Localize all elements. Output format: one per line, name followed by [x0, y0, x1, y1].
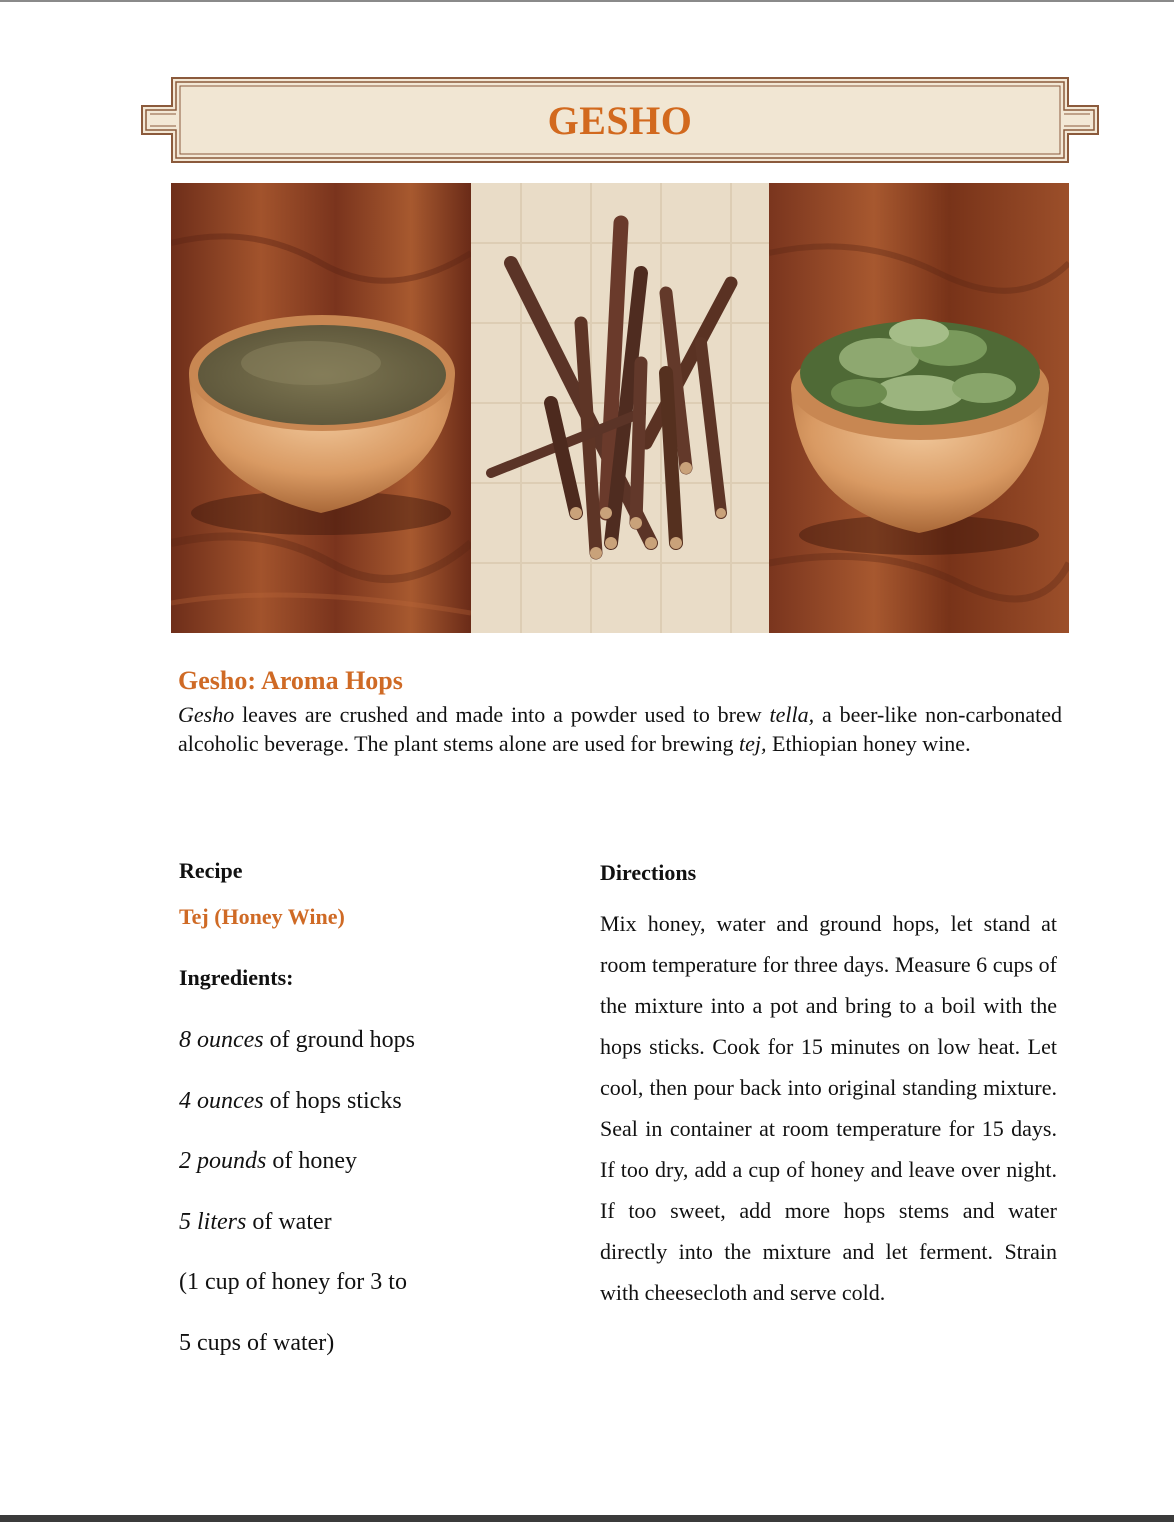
- intro-term-tej: tej,: [739, 731, 767, 756]
- recipe-heading: Recipe: [179, 858, 243, 883]
- dried-hops-leaves-bowl-photo: [769, 183, 1069, 633]
- ingredient-item: [179, 1085, 415, 1146]
- ingredients-heading: Ingredients:: [179, 965, 294, 990]
- ingredient-item: [179, 1024, 415, 1085]
- directions-text: Mix honey, water and ground hops, let stand at room temperature for three days. Measure 6 cups of the mixture into a pot and bring to a boil with the hops sticks. Cook for 15 minutes on low heat. Let cool, then pour back into original standing mixture. Seal in container at room temperature for 15 days. If too dry, add a cup of honey and leave over night. If too sweet, add more hops stems and water directly into the mixture and let ferment. Strain with cheesecloth and serve cold.: [600, 911, 1057, 1305]
- ingredient-name: of water: [246, 1208, 332, 1235]
- intro-text-1: leaves are crushed and made into a powder used to brew: [234, 702, 770, 727]
- page-title: GESHO: [547, 97, 693, 143]
- ingredient-item: [179, 1327, 415, 1388]
- directions-heading: Directions: [600, 860, 697, 885]
- recipe-name: Tej (Honey Wine): [179, 904, 345, 929]
- bottom-rule: [0, 1515, 1174, 1522]
- ingredient-item: [179, 1266, 415, 1327]
- ingredient-quantity: 4 ounces: [179, 1087, 264, 1114]
- intro-text-3: Ethiopian honey wine.: [766, 731, 971, 756]
- photo-strip: [171, 183, 1069, 633]
- ingredient-quantity: 2 pounds: [179, 1148, 267, 1174]
- top-rule: [0, 0, 1174, 2]
- ingredients-list: [179, 1024, 415, 1387]
- ingredient-name: 5 cups of water): [179, 1329, 335, 1356]
- intro-term-gesho: Gesho: [178, 702, 235, 727]
- title-banner: [140, 76, 1100, 164]
- ingredient-quantity: 8 ounces: [179, 1027, 264, 1053]
- intro-paragraph: [178, 700, 1062, 758]
- intro-text-2: a beer-like non-carbonated alcoholic beverage. The plant stems alone are used for brewing: [178, 702, 1062, 756]
- ingredient-item: [179, 1206, 415, 1267]
- ingredient-quantity: 5 liters: [179, 1208, 247, 1235]
- ingredient-item: [179, 1145, 415, 1206]
- ground-hops-powder-bowl-photo: [171, 183, 471, 633]
- ingredient-name: of hops sticks: [263, 1087, 402, 1114]
- ingredient-name: of honey: [266, 1148, 357, 1174]
- hops-sticks-photo: [471, 183, 769, 633]
- section-title: Gesho: Aroma Hops: [178, 666, 403, 695]
- ingredient-name: of ground hops: [263, 1027, 415, 1053]
- intro-term-tella: tella,: [769, 702, 815, 727]
- ingredient-name: (1 cup of honey for 3 to: [179, 1269, 407, 1295]
